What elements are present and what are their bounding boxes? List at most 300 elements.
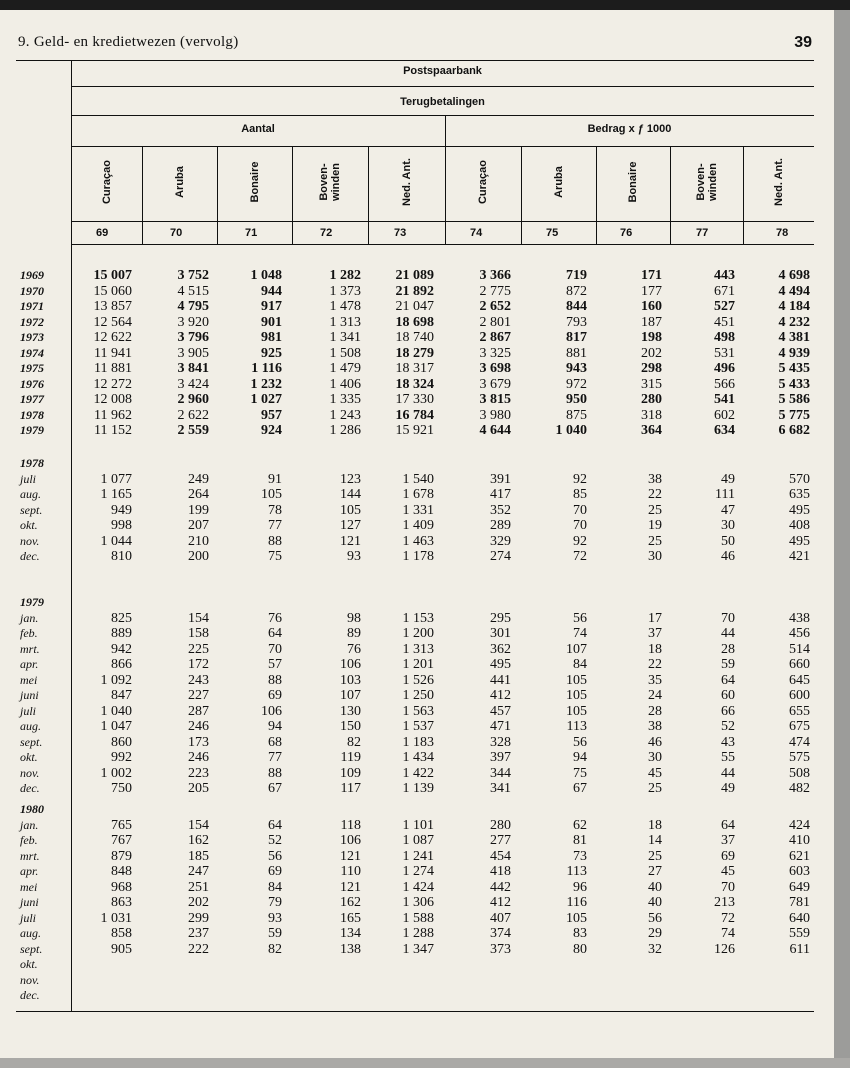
- row-label: apr.: [20, 657, 39, 671]
- column-header-line: Ned. Ant.: [400, 158, 413, 206]
- table-cell: 298: [641, 361, 662, 376]
- row-label: aug.: [20, 926, 41, 940]
- table-cell: 750: [111, 781, 132, 796]
- row-label: 1975: [20, 361, 44, 375]
- table-cell: 301: [490, 626, 511, 641]
- table-cell: 127: [340, 518, 361, 533]
- table-cell: 1 479: [329, 361, 361, 376]
- table-cell: 154: [188, 817, 209, 833]
- column-number: 74: [470, 227, 483, 239]
- row-label: okt.: [20, 750, 38, 764]
- table-cell: 82: [347, 734, 361, 750]
- table-cell: 202: [641, 345, 662, 361]
- table-cell: 1 002: [100, 765, 132, 781]
- table-cell: 15 007: [93, 268, 132, 283]
- row-label: aug.: [20, 487, 41, 501]
- table-cell: 410: [789, 833, 810, 848]
- row-label: jan.: [20, 610, 39, 625]
- table-cell: 18: [648, 641, 662, 657]
- table-cell: 495: [789, 533, 810, 549]
- column-header: [773, 146, 785, 218]
- table-cell: 1 409: [402, 518, 434, 533]
- table-cell: 844: [566, 299, 587, 314]
- table-cell: 5 586: [778, 392, 810, 407]
- row-label: dec.: [20, 988, 40, 1002]
- table-cell: 3 424: [177, 376, 209, 392]
- table-cell: 640: [789, 910, 810, 926]
- table-cell: 64: [268, 817, 282, 833]
- table-cell: 76: [268, 610, 282, 626]
- table-cell: 13 857: [93, 299, 132, 314]
- table-cell: 2 960: [177, 392, 209, 407]
- table-cell: 603: [789, 864, 810, 879]
- table-cell: 418: [490, 864, 511, 879]
- table-cell: 957: [261, 407, 282, 423]
- column-header: [477, 146, 489, 218]
- table-cell: 531: [714, 345, 735, 361]
- row-label: nov.: [20, 765, 40, 780]
- table-cell: 11 962: [94, 407, 132, 423]
- section-year-label: 1980: [20, 802, 44, 816]
- column-header: [401, 146, 413, 218]
- table-cell: 72: [573, 549, 587, 564]
- table-cell: 1 243: [329, 407, 361, 423]
- row-label: nov.: [20, 972, 40, 987]
- table-cell: 981: [261, 330, 282, 345]
- table-cell: 27: [648, 864, 662, 879]
- table-cell: 1 116: [251, 361, 282, 376]
- table-cell: 12 564: [93, 314, 132, 330]
- table-cell: 121: [340, 533, 361, 549]
- table-cell: 105: [340, 502, 361, 518]
- table-cell: 1 463: [402, 533, 434, 549]
- table-cell: 1 335: [329, 392, 361, 407]
- table-cell: 3 679: [479, 376, 511, 392]
- table-cell: 1 201: [402, 657, 434, 672]
- table-cell: 85: [573, 487, 587, 502]
- table-cell: 3 752: [177, 268, 209, 283]
- table-cell: 222: [188, 941, 209, 957]
- table-cell: 1 537: [402, 719, 434, 734]
- table-cell: 46: [721, 549, 735, 564]
- table-cell: 55: [721, 750, 735, 765]
- row-label: 1971: [20, 299, 44, 313]
- rule: [71, 221, 814, 222]
- table-cell: 566: [714, 376, 735, 392]
- table-cell: 70: [268, 641, 282, 657]
- table-cell: 50: [721, 533, 735, 549]
- column-header: [249, 146, 261, 218]
- table-cell: 998: [111, 518, 132, 533]
- row-label: jan.: [20, 817, 39, 832]
- table-cell: 315: [641, 376, 662, 392]
- row-label: 1978: [20, 407, 44, 422]
- col-separator: [142, 146, 143, 244]
- table-cell: 1 678: [402, 487, 434, 502]
- table-cell: 1 478: [329, 299, 361, 314]
- col-separator: [670, 146, 671, 244]
- row-label: dec.: [20, 549, 40, 563]
- table-cell: 105: [566, 703, 587, 719]
- table-cell: 207: [188, 518, 209, 533]
- row-label: dec.: [20, 781, 40, 795]
- column-number: 71: [245, 227, 258, 239]
- table-cell: 1 047: [100, 719, 132, 734]
- table-cell: 417: [490, 487, 511, 502]
- table-cell: 5 435: [778, 361, 810, 376]
- table-cell: 80: [573, 941, 587, 957]
- table-cell: 28: [648, 703, 662, 719]
- table-cell: 199: [188, 502, 209, 518]
- table-cell: 781: [789, 895, 810, 910]
- table-cell: 4 232: [778, 314, 810, 330]
- table-cell: 495: [490, 657, 511, 672]
- table-cell: 1 040: [555, 423, 587, 438]
- table-cell: 210: [188, 533, 209, 549]
- table-cell: 4 795: [177, 299, 209, 314]
- table-cell: 223: [188, 765, 209, 781]
- table-cell: 79: [268, 895, 282, 910]
- table-cell: 21 047: [395, 299, 434, 314]
- table-cell: 83: [573, 926, 587, 941]
- table-cell: 75: [268, 549, 282, 564]
- row-label: mei: [20, 879, 38, 894]
- table-cell: 817: [566, 330, 587, 345]
- table-cell: 69: [268, 688, 282, 703]
- column-number: 73: [394, 227, 407, 239]
- row-label: sept.: [20, 502, 43, 517]
- table-cell: 213: [714, 895, 735, 910]
- table-cell: 185: [188, 848, 209, 864]
- column-header-line: winden: [330, 163, 342, 201]
- table-cell: 1 306: [402, 895, 434, 910]
- row-label: aug.: [20, 719, 41, 733]
- table-cell: 12 622: [93, 330, 132, 345]
- table-cell: 92: [573, 533, 587, 549]
- table-cell: 56: [268, 848, 282, 864]
- table-bottom-rule: [16, 1011, 814, 1012]
- column-header: [318, 146, 342, 218]
- table-cell: 3 841: [177, 361, 209, 376]
- row-label: feb.: [20, 626, 38, 640]
- table-cell: 11 941: [94, 345, 132, 361]
- col-separator: [521, 146, 522, 244]
- column-header-line: Bonaire: [627, 161, 639, 203]
- table-cell: 944: [261, 283, 282, 299]
- table-cell: 1 286: [329, 423, 361, 438]
- column-header-line: Bonaire: [248, 161, 261, 203]
- table-cell: 277: [490, 833, 511, 848]
- table-cell: 19: [648, 518, 662, 533]
- table-cell: 635: [789, 487, 810, 502]
- table-cell: 109: [340, 765, 361, 781]
- table-cell: 5 775: [778, 407, 810, 423]
- table-cell: 289: [490, 518, 511, 533]
- table-cell: 848: [111, 864, 132, 879]
- table-cell: 64: [721, 672, 735, 688]
- row-label: juli: [20, 703, 37, 718]
- table-cell: 160: [641, 299, 662, 314]
- table-cell: 1 139: [402, 781, 434, 796]
- table-cell: 73: [573, 848, 587, 864]
- table-cell: 1 027: [250, 392, 282, 407]
- column-header: [101, 146, 113, 218]
- table-cell: 299: [188, 910, 209, 926]
- table-cell: 2 622: [177, 407, 209, 423]
- table-cell: 17: [648, 610, 662, 626]
- table-cell: 246: [188, 750, 209, 765]
- table-cell: 4 381: [778, 330, 810, 345]
- row-label: 1970: [20, 283, 44, 298]
- table-cell: 1 347: [402, 941, 434, 957]
- table-cell: 675: [789, 719, 810, 734]
- table-cell: 94: [268, 719, 282, 734]
- table-cell: 30: [648, 549, 662, 564]
- table-cell: 247: [188, 864, 209, 879]
- page-bottom-shadow: [0, 1058, 850, 1068]
- table-cell: 498: [714, 330, 735, 345]
- column-header-line: Curaçao: [477, 159, 489, 205]
- table-cell: 249: [188, 471, 209, 487]
- table-cell: 6 682: [778, 423, 810, 438]
- table-cell: 74: [573, 626, 587, 641]
- table-cell: 52: [268, 833, 282, 848]
- table-cell: 1 588: [402, 910, 434, 926]
- table-cell: 1 406: [329, 376, 361, 392]
- table-cell: 3 325: [479, 345, 511, 361]
- table-cell: 4 644: [479, 423, 511, 438]
- table-cell: 25: [648, 533, 662, 549]
- row-label: mei: [20, 672, 38, 687]
- table-cell: 575: [789, 750, 810, 765]
- table-cell: 943: [566, 361, 587, 376]
- table-cell: 949: [111, 502, 132, 518]
- table-cell: 103: [340, 672, 361, 688]
- table-cell: 70: [721, 610, 735, 626]
- column-number: 70: [170, 227, 183, 239]
- table-cell: 60: [721, 688, 735, 703]
- table-cell: 227: [188, 688, 209, 703]
- table-cell: 45: [721, 864, 735, 879]
- table-cell: 22: [648, 657, 662, 672]
- table-cell: 205: [188, 781, 209, 796]
- table-cell: 78: [268, 502, 282, 518]
- table-cell: 1 183: [402, 734, 434, 750]
- row-label: 1972: [20, 314, 44, 329]
- table-cell: 38: [648, 719, 662, 734]
- group-heading-count: Aantal: [241, 123, 275, 135]
- table-cell: 514: [789, 641, 810, 657]
- table-cell: 165: [340, 910, 361, 926]
- table-cell: 117: [340, 781, 361, 796]
- table-cell: 18 317: [395, 361, 434, 376]
- column-header: [695, 146, 719, 218]
- table-cell: 863: [111, 895, 132, 910]
- table-cell: 1 526: [402, 672, 434, 688]
- table-cell: 1 422: [402, 765, 434, 781]
- table-cell: 70: [721, 879, 735, 895]
- rule: [71, 115, 814, 116]
- table-cell: 91: [268, 471, 282, 487]
- table-cell: 29: [648, 926, 662, 941]
- row-label: apr.: [20, 864, 39, 878]
- table-cell: 3 366: [479, 268, 511, 283]
- table-cell: 866: [111, 657, 132, 672]
- table-cell: 456: [789, 626, 810, 641]
- table-cell: 3 920: [177, 314, 209, 330]
- col-separator: [596, 146, 597, 244]
- row-label: 1979: [20, 423, 44, 437]
- table-cell: 89: [347, 626, 361, 641]
- table-cell: 77: [268, 750, 282, 765]
- table-cell: 84: [573, 657, 587, 672]
- table-cell: 22: [648, 487, 662, 502]
- table-cell: 1 031: [100, 910, 132, 926]
- table-cell: 4 939: [778, 345, 810, 361]
- table-cell: 441: [490, 672, 511, 688]
- table-cell: 116: [566, 895, 587, 910]
- table-cell: 810: [111, 549, 132, 564]
- table-cell: 56: [573, 610, 587, 626]
- table-cell: 138: [340, 941, 361, 957]
- table-cell: 451: [714, 314, 735, 330]
- table-cell: 1 341: [329, 330, 361, 345]
- table-cell: 49: [721, 471, 735, 487]
- table-cell: 373: [490, 941, 511, 957]
- table-cell: 16 784: [395, 407, 434, 423]
- table-cell: 11 152: [94, 423, 132, 438]
- row-label: 1977: [20, 392, 44, 406]
- table-cell: 1 048: [250, 268, 282, 283]
- table-cell: 860: [111, 734, 132, 750]
- row-label: sept.: [20, 734, 43, 749]
- table-cell: 76: [347, 641, 361, 657]
- table-cell: 391: [490, 471, 511, 487]
- table-cell: 44: [721, 765, 735, 781]
- table-cell: 119: [340, 750, 361, 765]
- table-cell: 2 801: [479, 314, 511, 330]
- col-separator: [368, 146, 369, 244]
- table-cell: 15 060: [93, 283, 132, 299]
- table-cell: 105: [261, 487, 282, 502]
- table-cell: 62: [573, 817, 587, 833]
- column-number: 75: [546, 227, 559, 239]
- table-cell: 158: [188, 626, 209, 641]
- table-cell: 442: [490, 879, 511, 895]
- table-cell: 172: [188, 657, 209, 672]
- table-cell: 1 153: [402, 610, 434, 626]
- table-cell: 295: [490, 610, 511, 626]
- row-label: juli: [20, 910, 37, 925]
- table-cell: 187: [641, 314, 662, 330]
- table-cell: 64: [721, 817, 735, 833]
- table-cell: 968: [111, 879, 132, 895]
- table-cell: 200: [188, 549, 209, 564]
- row-label: mrt.: [20, 848, 40, 863]
- table-cell: 3 905: [177, 345, 209, 361]
- table-cell: 875: [566, 407, 587, 423]
- table-cell: 21 089: [395, 268, 434, 283]
- table-cell: 972: [566, 376, 587, 392]
- table-cell: 541: [714, 392, 735, 407]
- column-header: [174, 146, 186, 218]
- table-cell: 30: [648, 750, 662, 765]
- table-cell: 18 279: [395, 345, 434, 361]
- table-cell: 106: [340, 833, 361, 848]
- table-cell: 93: [268, 910, 282, 926]
- table-cell: 105: [566, 910, 587, 926]
- table-cell: 924: [261, 423, 282, 438]
- table-cell: 225: [188, 641, 209, 657]
- table-cell: 901: [261, 314, 282, 330]
- table-cell: 66: [721, 703, 735, 719]
- stub-separator: [71, 60, 72, 1011]
- table-cell: 4 515: [177, 283, 209, 299]
- table-cell: 18 324: [395, 376, 434, 392]
- column-number: 78: [776, 227, 789, 239]
- table-cell: 570: [789, 471, 810, 487]
- table-cell: 1 250: [402, 688, 434, 703]
- table-cell: 438: [789, 610, 810, 626]
- table-cell: 107: [566, 641, 587, 657]
- table-cell: 454: [490, 848, 511, 864]
- table-cell: 30: [721, 518, 735, 533]
- table-cell: 37: [648, 626, 662, 641]
- row-label: 1973: [20, 330, 44, 344]
- table-cell: 872: [566, 283, 587, 299]
- table-cell: 105: [566, 688, 587, 703]
- table-cell: 3 980: [479, 407, 511, 423]
- table-cell: 374: [490, 926, 511, 941]
- page-number: 39: [794, 34, 812, 51]
- table-cell: 655: [789, 703, 810, 719]
- row-label: okt.: [20, 957, 38, 971]
- table-cell: 508: [789, 765, 810, 781]
- table-cell: 905: [111, 941, 132, 957]
- table-cell: 74: [721, 926, 735, 941]
- table-cell: 237: [188, 926, 209, 941]
- table-cell: 2 775: [479, 283, 511, 299]
- table-cell: 88: [268, 533, 282, 549]
- table-cell: 11 881: [94, 361, 132, 376]
- table-cell: 421: [789, 549, 810, 564]
- table-cell: 21 892: [395, 283, 434, 299]
- table-cell: 144: [340, 487, 361, 502]
- table-cell: 1 288: [402, 926, 434, 941]
- section-year-label: 1979: [20, 595, 44, 609]
- table-cell: 49: [721, 781, 735, 796]
- table-cell: 126: [714, 941, 735, 957]
- table-cell: 111: [715, 487, 735, 502]
- table-cell: 1 563: [402, 703, 434, 719]
- table-cell: 443: [714, 268, 735, 283]
- column-header-line: Aruba: [173, 166, 186, 198]
- table-cell: 1 331: [402, 502, 434, 518]
- table-cell: 1 540: [402, 471, 434, 487]
- table-cell: 72: [721, 910, 735, 926]
- table-cell: 1 040: [100, 703, 132, 719]
- table-cell: 3 796: [177, 330, 209, 345]
- table-cell: 82: [268, 941, 282, 957]
- table-cell: 47: [721, 502, 735, 518]
- table-cell: 12 008: [93, 392, 132, 407]
- table-cell: 44: [721, 626, 735, 641]
- table-cell: 881: [566, 345, 587, 361]
- category-heading: Terugbetalingen: [400, 96, 485, 108]
- row-label: juni: [20, 895, 39, 909]
- row-label: 1969: [20, 268, 44, 282]
- table-cell: 660: [789, 657, 810, 672]
